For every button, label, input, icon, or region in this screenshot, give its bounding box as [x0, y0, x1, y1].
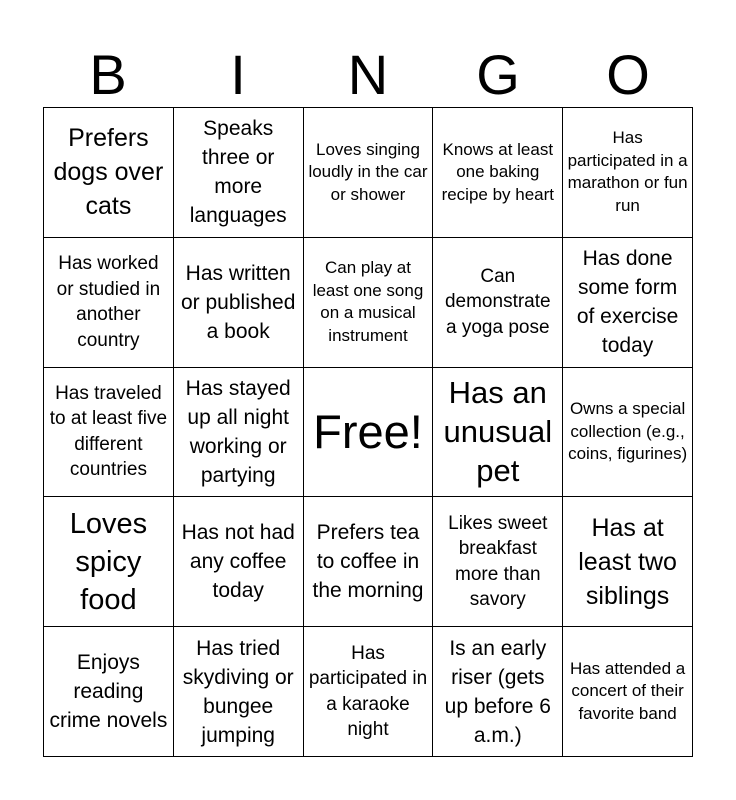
cell-text: Is an early riser (gets up before 6 a.m.) — [444, 636, 551, 747]
cell-text: Has participated in a marathon or fun run — [567, 128, 688, 215]
cell-text: Speaks three or more languages — [189, 117, 287, 228]
cell-text: Has tried skydiving or bungee jumping — [182, 636, 294, 747]
cell-text: Owns a special collection (e.g., coins, figurines) — [568, 399, 688, 464]
bingo-cell[interactable] — [174, 108, 304, 238]
bingo-cell[interactable] — [174, 627, 304, 757]
cell-text: Enjoys reading crime novels — [49, 651, 168, 733]
cell-text: Has traveled to at least five different countries — [49, 382, 168, 481]
cell-text: Loves singing loudly in the car or shower — [308, 139, 428, 204]
bingo-cell[interactable] — [304, 238, 434, 368]
free-space-text: Free! — [313, 404, 423, 458]
header-letter-i: I — [230, 43, 246, 106]
cell-text: Has participated in a karaoke night — [308, 642, 428, 741]
bingo-cell[interactable] — [174, 238, 304, 368]
cell-text: Has worked or studied in another country — [56, 253, 161, 351]
cell-text: Prefers tea to coffee in the morning — [312, 521, 424, 603]
bingo-cell[interactable] — [433, 238, 563, 368]
cell-text: Has an unusual pet — [443, 375, 553, 489]
bingo-cell[interactable] — [44, 627, 174, 757]
bingo-cell[interactable] — [304, 108, 434, 238]
bingo-cell[interactable] — [433, 627, 563, 757]
header-letter-o: O — [606, 43, 650, 106]
bingo-cell[interactable] — [44, 497, 174, 627]
header-letter-b: B — [89, 43, 127, 106]
cell-text: Has at least two siblings — [578, 513, 677, 610]
bingo-header — [43, 40, 693, 110]
cell-text: Prefers dogs over cats — [53, 124, 164, 221]
cell-text: Can play at least one song on a musical instrument — [312, 258, 424, 345]
bingo-cell[interactable] — [433, 108, 563, 238]
bingo-cell[interactable] — [563, 368, 693, 498]
bingo-cell[interactable] — [174, 368, 304, 498]
header-letter-n: N — [347, 43, 389, 106]
cell-text: Knows at least one baking recipe by heart — [441, 139, 555, 204]
bingo-cell[interactable] — [44, 368, 174, 498]
cell-text: Has stayed up all night working or partying — [185, 376, 291, 487]
bingo-cell[interactable] — [174, 497, 304, 627]
cell-text: Has done some form of exercise today — [576, 247, 679, 358]
header-letter-g: G — [476, 43, 520, 106]
bingo-cell[interactable] — [44, 238, 174, 368]
bingo-cell[interactable] — [44, 108, 174, 238]
bingo-free-cell[interactable] — [304, 368, 434, 498]
bingo-cell[interactable] — [563, 497, 693, 627]
bingo-cell[interactable] — [304, 497, 434, 627]
cell-text: Can demonstrate a yoga pose — [444, 265, 551, 338]
bingo-board — [43, 107, 693, 757]
cell-text: Likes sweet breakfast more than savory — [448, 512, 548, 611]
bingo-cell[interactable] — [304, 627, 434, 757]
cell-text: Has not had any coffee today — [181, 521, 295, 603]
cell-text: Has written or published a book — [180, 261, 296, 343]
cell-text: Has attended a concert of their favorite band — [569, 658, 686, 723]
bingo-cell[interactable] — [563, 238, 693, 368]
bingo-cell[interactable] — [563, 627, 693, 757]
bingo-cell[interactable] — [563, 108, 693, 238]
bingo-cell[interactable] — [433, 497, 563, 627]
bingo-cell[interactable] — [433, 368, 563, 498]
cell-text: Loves spicy food — [69, 507, 148, 616]
